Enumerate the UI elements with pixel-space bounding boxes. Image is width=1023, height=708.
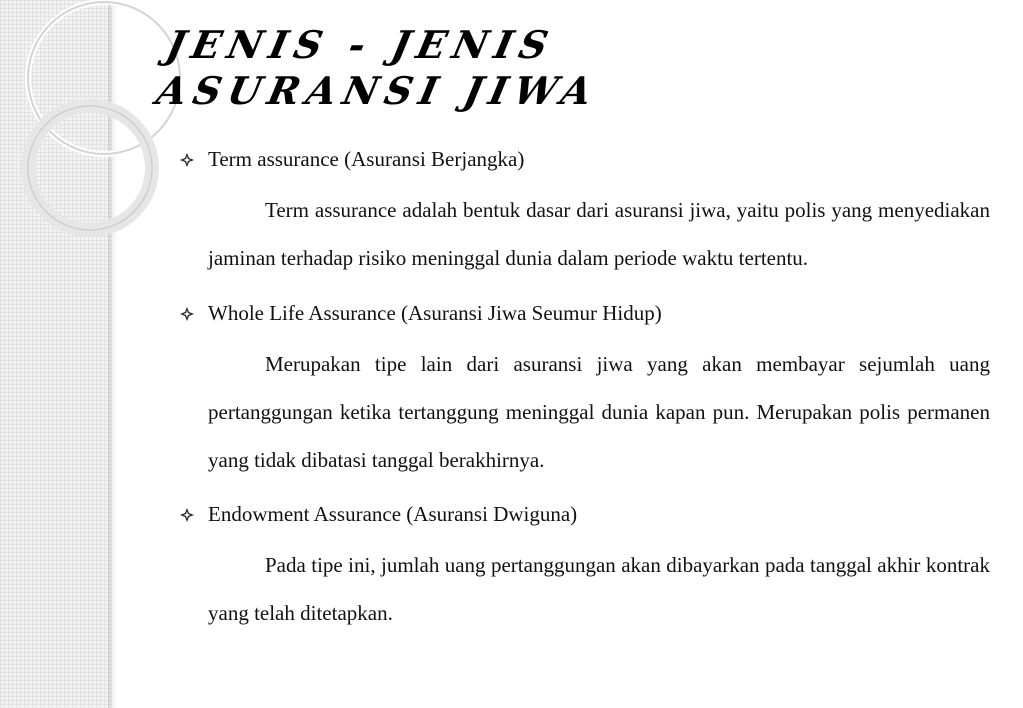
decorative-ring-inner-edge	[28, 106, 152, 230]
diamond-bullet-icon	[180, 153, 194, 167]
title-line-2: ASURANSI JIWA	[152, 68, 604, 113]
paragraph-whole-life-assurance: Merupakan tipe lain dari asuransi jiwa yang akan membayar sejumlah uang pertanggungan ketika tertanggung meninggal dunia kapan pun. Merupakan polis permanen yang tidak dibatasi tanggal berakhirnya.	[208, 352, 990, 472]
bullet-heading: Endowment Assurance (Asuransi Dwiguna)	[208, 502, 578, 526]
decorative-ring-outer-edge	[28, 2, 180, 154]
title-line-1: JENIS - JENIS	[162, 22, 560, 67]
bullet-endowment-assurance	[180, 499, 990, 529]
diamond-bullet-icon	[180, 307, 194, 321]
slide-content	[180, 144, 990, 637]
bullet-heading: Term assurance (Asuransi Berjangka)	[208, 147, 525, 171]
bullet-whole-life-assurance	[180, 298, 990, 328]
bullet-heading: Whole Life Assurance (Asuransi Jiwa Seumur Hidup)	[208, 301, 662, 325]
slide-title	[152, 22, 992, 114]
paragraph-endowment-assurance: Pada tipe ini, jumlah uang pertanggungan akan dibayarkan pada tanggal akhir kontrak yang telah ditetapkan.	[208, 553, 990, 625]
paragraph-term-assurance: Term assurance adalah bentuk dasar dari asuransi jiwa, yaitu polis yang menyediakan jaminan terhadap risiko meninggal dunia dalam periode waktu tertentu.	[208, 198, 990, 270]
diamond-bullet-icon	[180, 508, 194, 522]
bullet-term-assurance	[180, 144, 990, 174]
